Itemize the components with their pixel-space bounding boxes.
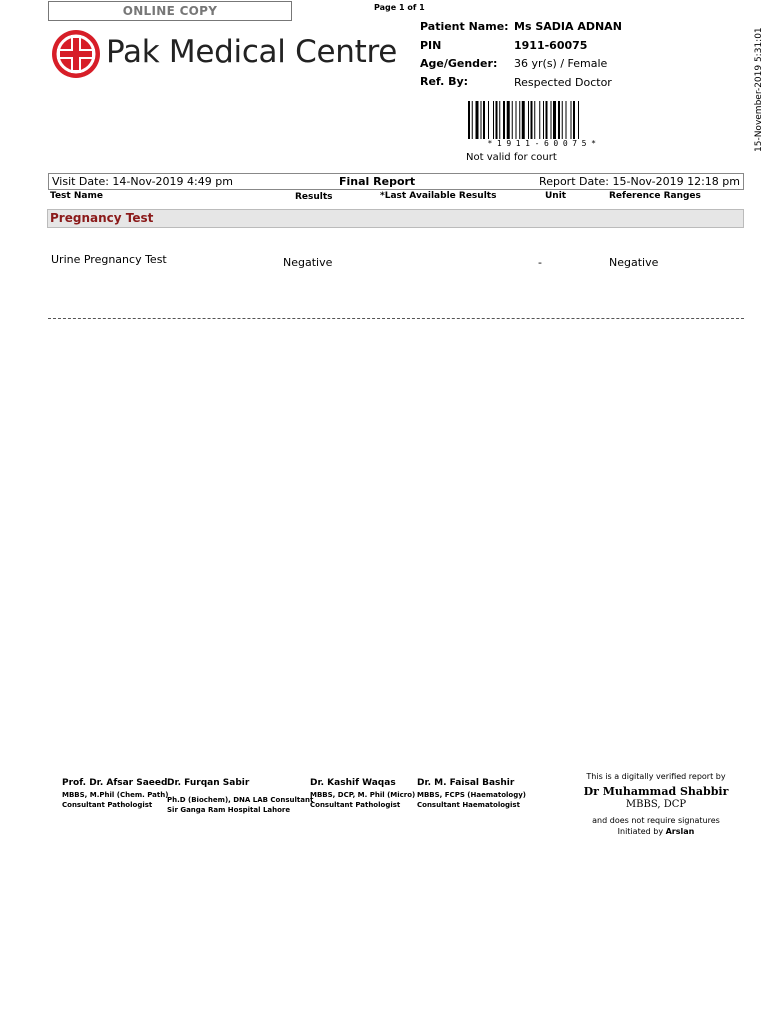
age-gender-label: Age/Gender: [420,57,498,70]
doctor-name: Dr. M. Faisal Bashir [417,778,515,788]
initiated-by-line [576,827,736,836]
verifier-name: Dr Muhammad Shabbir [583,785,729,798]
test-name-cell: Urine Pregnancy Test [51,253,167,266]
col-results: Results [295,192,333,202]
col-last-available: *Last Available Results [380,191,497,201]
visit-info-bar [48,173,744,190]
reference-cell: Negative [609,256,659,269]
doctor-name: Dr. Furqan Sabir [167,778,250,788]
section-header [47,209,744,228]
result-cell: Negative [283,256,333,269]
patient-name-value: Ms SADIA ADNAN [514,20,622,33]
doctor-title: Consultant Pathologist [310,801,401,809]
doctor-qualification: MBBS, DCP, M. Phil (Micro) [310,791,416,799]
barcode-text: *1911-60075* [487,139,601,148]
section-title: Pregnancy Test [50,211,154,225]
doctor-qualification: Ph.D (Biochem), DNA LAB Consultant [167,796,314,804]
doctor-name: Dr. Kashif Waqas [310,778,396,788]
doctor-qualification: MBBS, FCPS (Haematology) [417,791,526,799]
doctor-name: Prof. Dr. Afsar Saeed [62,778,168,788]
barcode [468,101,620,139]
report-date: Report Date: 15-Nov-2019 12:18 pm [539,175,740,188]
unit-cell: - [538,256,542,269]
print-timestamp: 15-November-2019 5:31:01 [754,27,764,152]
ref-by-label: Ref. By: [420,75,469,88]
age-gender-value: 36 yr(s) / Female [514,57,608,70]
pmc-logo-icon [51,29,101,79]
doctor-title: Sir Ganga Ram Hospital Lahore [167,806,291,814]
verification-line: This is a digitally verified report by [586,772,726,781]
no-signature-line: and does not require signatures [592,816,720,825]
online-copy-label: ONLINE COPY [48,1,292,21]
col-reference: Reference Ranges [609,191,701,201]
initiated-by-name: Arslan [665,827,695,836]
visit-date: Visit Date: 14-Nov-2019 4:49 pm [52,175,233,188]
pin-label: PIN [420,39,442,52]
doctor-qualification: MBBS, M.Phil (Chem. Path) [62,791,169,799]
ref-by-value: Respected Doctor [514,76,612,89]
doctor-title: Consultant Pathologist [62,801,153,809]
verifier-degree: MBBS, DCP [625,799,687,810]
logo-text: Pak Medical Centre [106,34,397,70]
initiated-by-label: Initiated by [617,827,664,836]
page-number: Page 1 of 1 [374,3,425,12]
patient-name-label: Patient Name: [420,20,509,33]
end-of-report-divider [48,318,744,319]
pin-value: 1911-60075 [514,39,588,52]
not-valid-notice: Not valid for court [466,152,557,163]
col-test-name: Test Name [50,191,103,201]
final-report-label: Final Report [339,175,416,188]
col-unit: Unit [545,191,567,201]
doctor-title: Consultant Haematologist [417,801,520,809]
